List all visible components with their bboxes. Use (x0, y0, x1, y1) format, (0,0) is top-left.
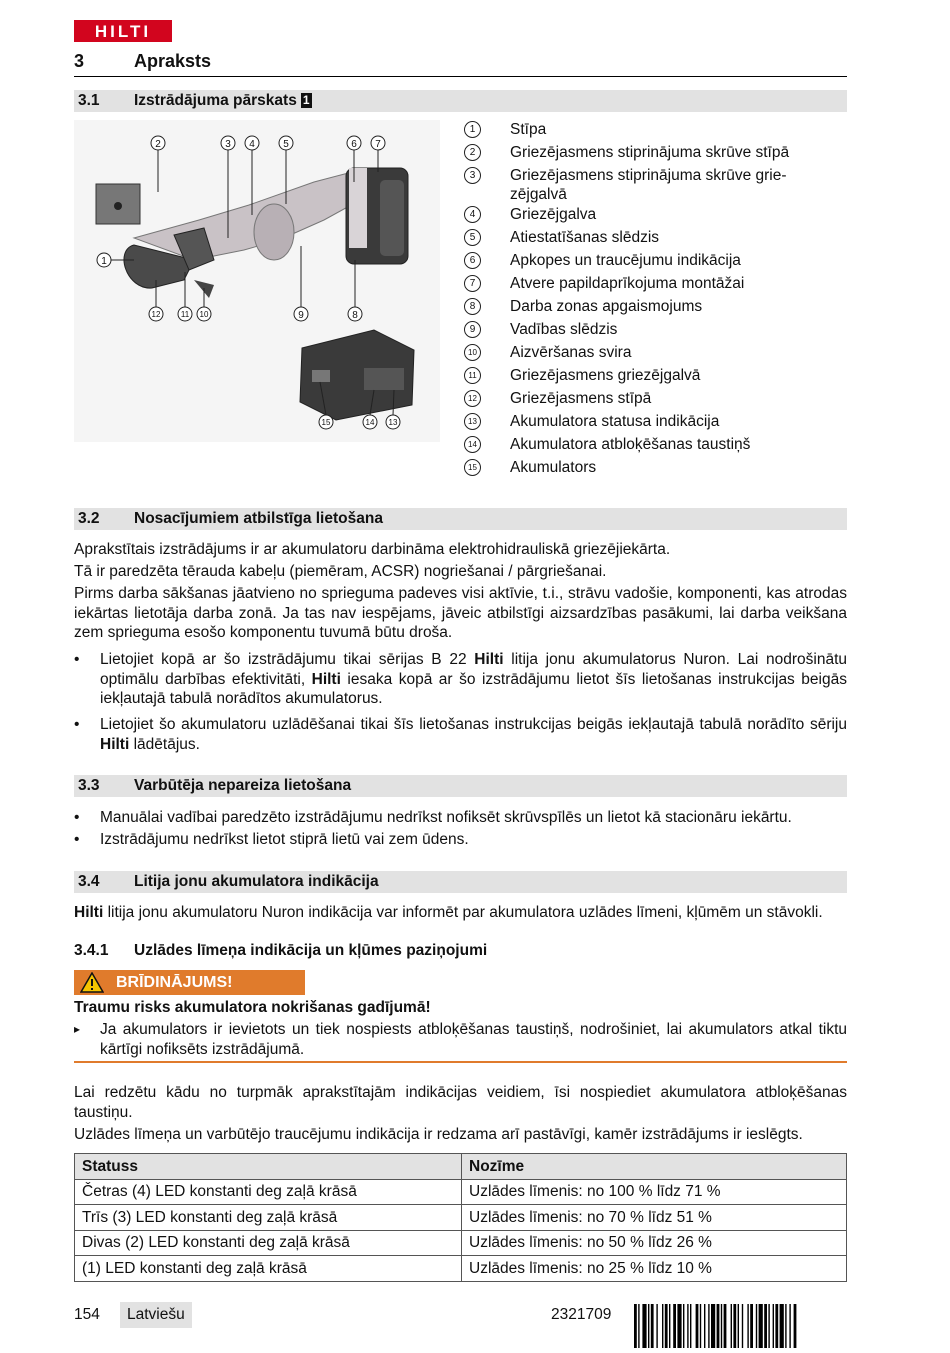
bullet-dot-icon: • (74, 651, 80, 668)
legend-item: 12 Griezējasmens stīpā (462, 389, 847, 412)
number-circle-icon: 14 (464, 436, 481, 453)
logo-text: HILTI (94, 22, 152, 41)
paragraph: Hilti litija jonu akumulatoru Nuron indikācija var informēt par akumulatora uzlādes līmeni, kļūmēm un stāvokli. (74, 904, 823, 921)
warning-instruction: ▸ Ja akumulators ir ievietots un tiek nospiests atbloķēšanas taustiņš, nodrošiniet, lai akumulators atkal tiktu kārtīgi nofiksēts izstrādājumā. (74, 1021, 847, 1058)
bullet-item: • Lietojiet šo akumulatoru uzlādēšanai tikai šīs lietošanas instrukcijas beigās iekļautajā tabulā norādīto sēriju Hilti lādētājus. (74, 716, 847, 753)
subsection-heading-3-4 (74, 871, 847, 893)
column-header: Statuss (75, 1154, 462, 1180)
hilti-logo (74, 20, 172, 42)
number-circle-icon: 9 (464, 321, 481, 338)
callout-7 (371, 136, 385, 172)
number-circle-icon: 10 (464, 344, 481, 361)
svg-text:13: 13 (388, 418, 398, 427)
svg-text:15: 15 (321, 418, 331, 427)
table-cell: Uzlādes līmenis: no 70 % līdz 51 % (462, 1205, 847, 1231)
number-circle-icon: 6 (464, 252, 481, 269)
section-heading (74, 52, 847, 77)
number-circle-icon: 15 (464, 459, 481, 476)
subsection-number: 3.4 (78, 873, 100, 890)
bullet-dot-icon: • (74, 809, 80, 826)
table-row (75, 1179, 847, 1205)
subsection-number: 3.3 (78, 777, 100, 794)
svg-text:12: 12 (151, 310, 161, 319)
legend-item: 6 Apkopes un traucējumu indikācija (462, 251, 847, 274)
legend-item: 3 Griezējasmens stiprinājuma skrūve grie-zējgalvā (462, 166, 847, 205)
svg-text:9: 9 (298, 310, 304, 321)
section-number: 3 (74, 51, 85, 71)
component-legend (462, 120, 847, 481)
subsection-heading-3-1 (74, 90, 847, 112)
legend-item: 4 Griezējgalva (462, 205, 847, 228)
legend-item: 11 Griezējasmens griezējgalvā (462, 366, 847, 389)
warning-triangle-icon (80, 972, 104, 993)
legend-item: 14 Akumulatora atbloķēšanas taustiņš (462, 435, 847, 458)
product-illustration (74, 120, 440, 442)
page-number: 154 (74, 1306, 100, 1323)
subsection-title: Izstrādājuma pārskats 1 (134, 92, 310, 109)
column-header: Nozīme (462, 1154, 847, 1180)
number-circle-icon: 4 (464, 206, 481, 223)
svg-text:4: 4 (249, 139, 255, 150)
arrow-bullet-icon: ▸ (74, 1022, 81, 1036)
svg-text:2: 2 (155, 139, 161, 150)
legend-item: 13 Akumulatora statusa indikācija (462, 412, 847, 435)
callout-8 (348, 260, 362, 321)
subsection-number: 3.1 (78, 92, 100, 109)
number-circle-icon: 1 (464, 121, 481, 138)
svg-text:10: 10 (199, 310, 209, 319)
paragraph: Tā ir paredzēta tērauda kabeļu (piemēram, ACSR) nogriešanai / pārgriešanai. (74, 563, 607, 580)
callout-2 (151, 136, 165, 192)
legend-item: 1 Stīpa (462, 120, 847, 143)
table-cell: Trīs (3) LED konstanti deg zaļā krāsā (75, 1205, 462, 1231)
svg-text:14: 14 (365, 418, 375, 427)
number-circle-icon: 11 (464, 367, 481, 384)
section-title: Apraksts (134, 51, 212, 71)
subsection-heading-3-2 (74, 508, 847, 530)
charge-level-table (74, 1153, 847, 1282)
table-cell: Četras (4) LED konstanti deg zaļā krāsā (75, 1179, 462, 1205)
document-code: 2321709 (551, 1306, 612, 1323)
svg-text:1: 1 (101, 256, 107, 267)
table-cell: Divas (2) LED konstanti deg zaļā krāsā (75, 1230, 462, 1256)
legend-item: 15 Akumulators (462, 458, 847, 481)
barcode-image (634, 1304, 847, 1348)
legend-item: 9 Vadības slēdzis (462, 320, 847, 343)
number-circle-icon: 3 (464, 167, 481, 184)
subsection-number: 3.2 (78, 510, 100, 527)
paragraph: Pirms darba sākšanas jāatvieno no sprieguma padeves visi aktīvie, t.i., strāvu vadošie, komponenti, kas atrodas iekārtas lietotāja darba zonā. Ja tas nav iespējams, jāveic atbilstīgi aizsardzības pasākumi, lai darba veikšana zem sprieguma esošo komponentu tuvumā būtu droša. (74, 585, 847, 641)
paragraph: Lai redzētu kādu no turpmāk aprakstītajām indikācijas veidiem, īsi nospiediet akumulatora atbloķēšanas taustiņu. (74, 1084, 847, 1121)
language-label: Latviešu (120, 1302, 192, 1328)
subsection-title: Litija jonu akumulatora indikācija (134, 873, 379, 890)
bullet-item: • Izstrādājumu nedrīkst lietot stiprā lietū vai zem ūdens. (74, 831, 469, 848)
table-row (75, 1256, 847, 1282)
number-circle-icon: 5 (464, 229, 481, 246)
svg-text:5: 5 (283, 139, 289, 150)
figure-tag: 1 (302, 93, 310, 107)
subsection-title: Varbūtēja nepareiza lietošana (134, 777, 352, 794)
subsection-heading-3-3 (74, 775, 847, 797)
number-circle-icon: 8 (464, 298, 481, 315)
svg-text:11: 11 (180, 310, 190, 319)
table-row (75, 1205, 847, 1231)
number-circle-icon: 13 (464, 413, 481, 430)
svg-text:7: 7 (375, 139, 381, 150)
warning-divider (74, 1061, 847, 1063)
table-cell: Uzlādes līmenis: no 100 % līdz 71 % (462, 1179, 847, 1205)
number-circle-icon: 7 (464, 275, 481, 292)
table-cell: Uzlādes līmenis: no 50 % līdz 26 % (462, 1230, 847, 1256)
svg-text:8: 8 (352, 310, 358, 321)
bullet-item: • Lietojiet kopā ar šo izstrādājumu tikai sērijas B 22 Hilti litija jonu akumulatorus Nuron. Lai nodrošinātu optimālu darbības efektivitāti, Hilti iesaka kopā ar šo izstrādājumu lietot šīs lietošanas instrukcijas beigās iekļautajā tabulā norādītos akumulatorus. (74, 651, 847, 707)
subsection-title: Nosacījumiem atbilstīga lietošana (134, 510, 383, 527)
bullet-dot-icon: • (74, 716, 80, 733)
svg-text:6: 6 (351, 139, 357, 150)
table-row (75, 1230, 847, 1256)
legend-item: 8 Darba zonas apgaismojums (462, 297, 847, 320)
legend-item: 5 Atiestatīšanas slēdzis (462, 228, 847, 251)
number-circle-icon: 12 (464, 390, 481, 407)
table-cell: Uzlādes līmenis: no 25 % līdz 10 % (462, 1256, 847, 1282)
warning-heading: Traumu risks akumulatora nokrišanas gadījumā! (74, 999, 431, 1016)
bullet-item: • Manuālai vadībai paredzēto izstrādājumu nedrīkst nofiksēt skrūvspīlēs un lietot kā stacionāru iekārtu. (74, 809, 792, 826)
legend-item: 7 Atvere papildaprīkojuma montāžai (462, 274, 847, 297)
legend-item: 10 Aizvēršanas svira (462, 343, 847, 366)
table-header-row (75, 1154, 847, 1180)
callout-9 (294, 246, 308, 321)
bullet-dot-icon: • (74, 831, 80, 848)
paragraph: Uzlādes līmeņa un varbūtējo traucējumu indikācija ir redzama arī pastāvīgi, kamēr izstrādājums ir ieslēgts. (74, 1126, 803, 1143)
number-circle-icon: 2 (464, 144, 481, 161)
warning-label: BRĪDINĀJUMS! (74, 970, 305, 995)
svg-text:3: 3 (225, 139, 231, 150)
table-cell: (1) LED konstanti deg zaļā krāsā (75, 1256, 462, 1282)
legend-item: 2 Griezējasmens stiprinājuma skrūve stīpā (462, 143, 847, 166)
paragraph: Aprakstītais izstrādājums ir ar akumulatoru darbināma elektrohidrauliskā griezējiekārta. (74, 541, 671, 558)
